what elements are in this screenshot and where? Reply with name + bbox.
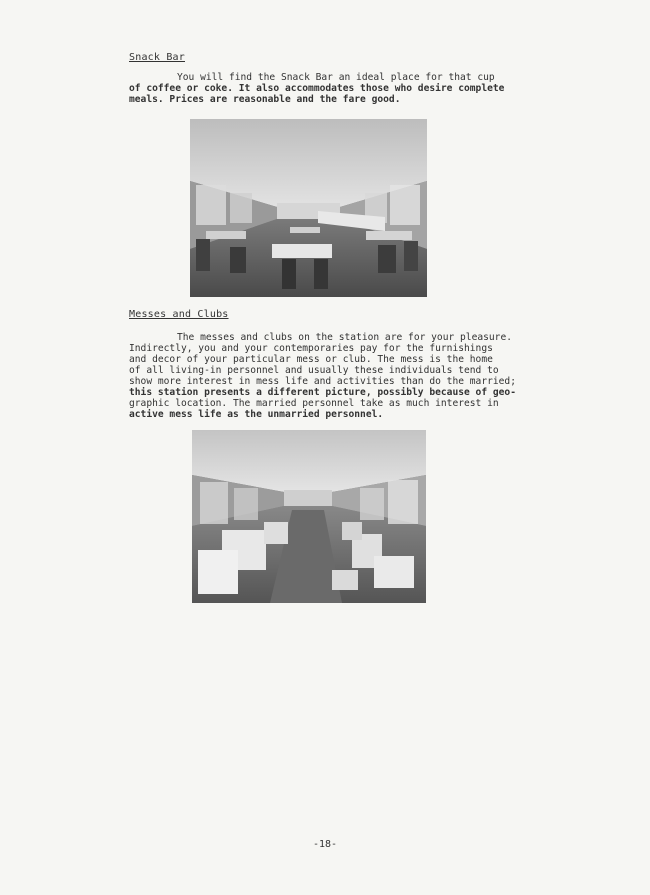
messes-and-clubs-paragraph [129,332,514,420]
paragraph-line: meals. Prices are reasonable and the fare good. [129,94,401,105]
paragraph-line: graphic location. The married personnel take as much interest in [129,398,499,409]
paragraph-line: of coffee or coke. It also accommodates those who desire complete [129,83,505,94]
page-number: -18- [312,839,338,850]
paragraph-line: this station presents a different picture, possibly because of geo- [129,387,516,398]
paragraph-line: and decor of your particular mess or club. The mess is the home [129,354,493,365]
section-heading-snack-bar: Snack Bar [129,52,185,63]
paragraph-line: active mess life as the unmarried personnel. [129,409,384,420]
paragraph-line: of all living-in personnel and usually these individuals tend to [129,365,499,376]
paragraph-line: You will find the Snack Bar an ideal place for that cup [177,72,495,83]
section-heading-messes-and-clubs: Messes and Clubs [129,309,229,320]
mess-lounge-photo [192,430,426,603]
paragraph-line: show more interest in mess life and activities than do the married; [129,376,516,387]
paragraph-line: The messes and clubs on the station are for your pleasure. [177,332,513,343]
snack-bar-photo [190,119,427,297]
snack-bar-paragraph [129,72,509,105]
paragraph-line: Indirectly, you and your contemporaries pay for the furnishings [129,343,493,354]
